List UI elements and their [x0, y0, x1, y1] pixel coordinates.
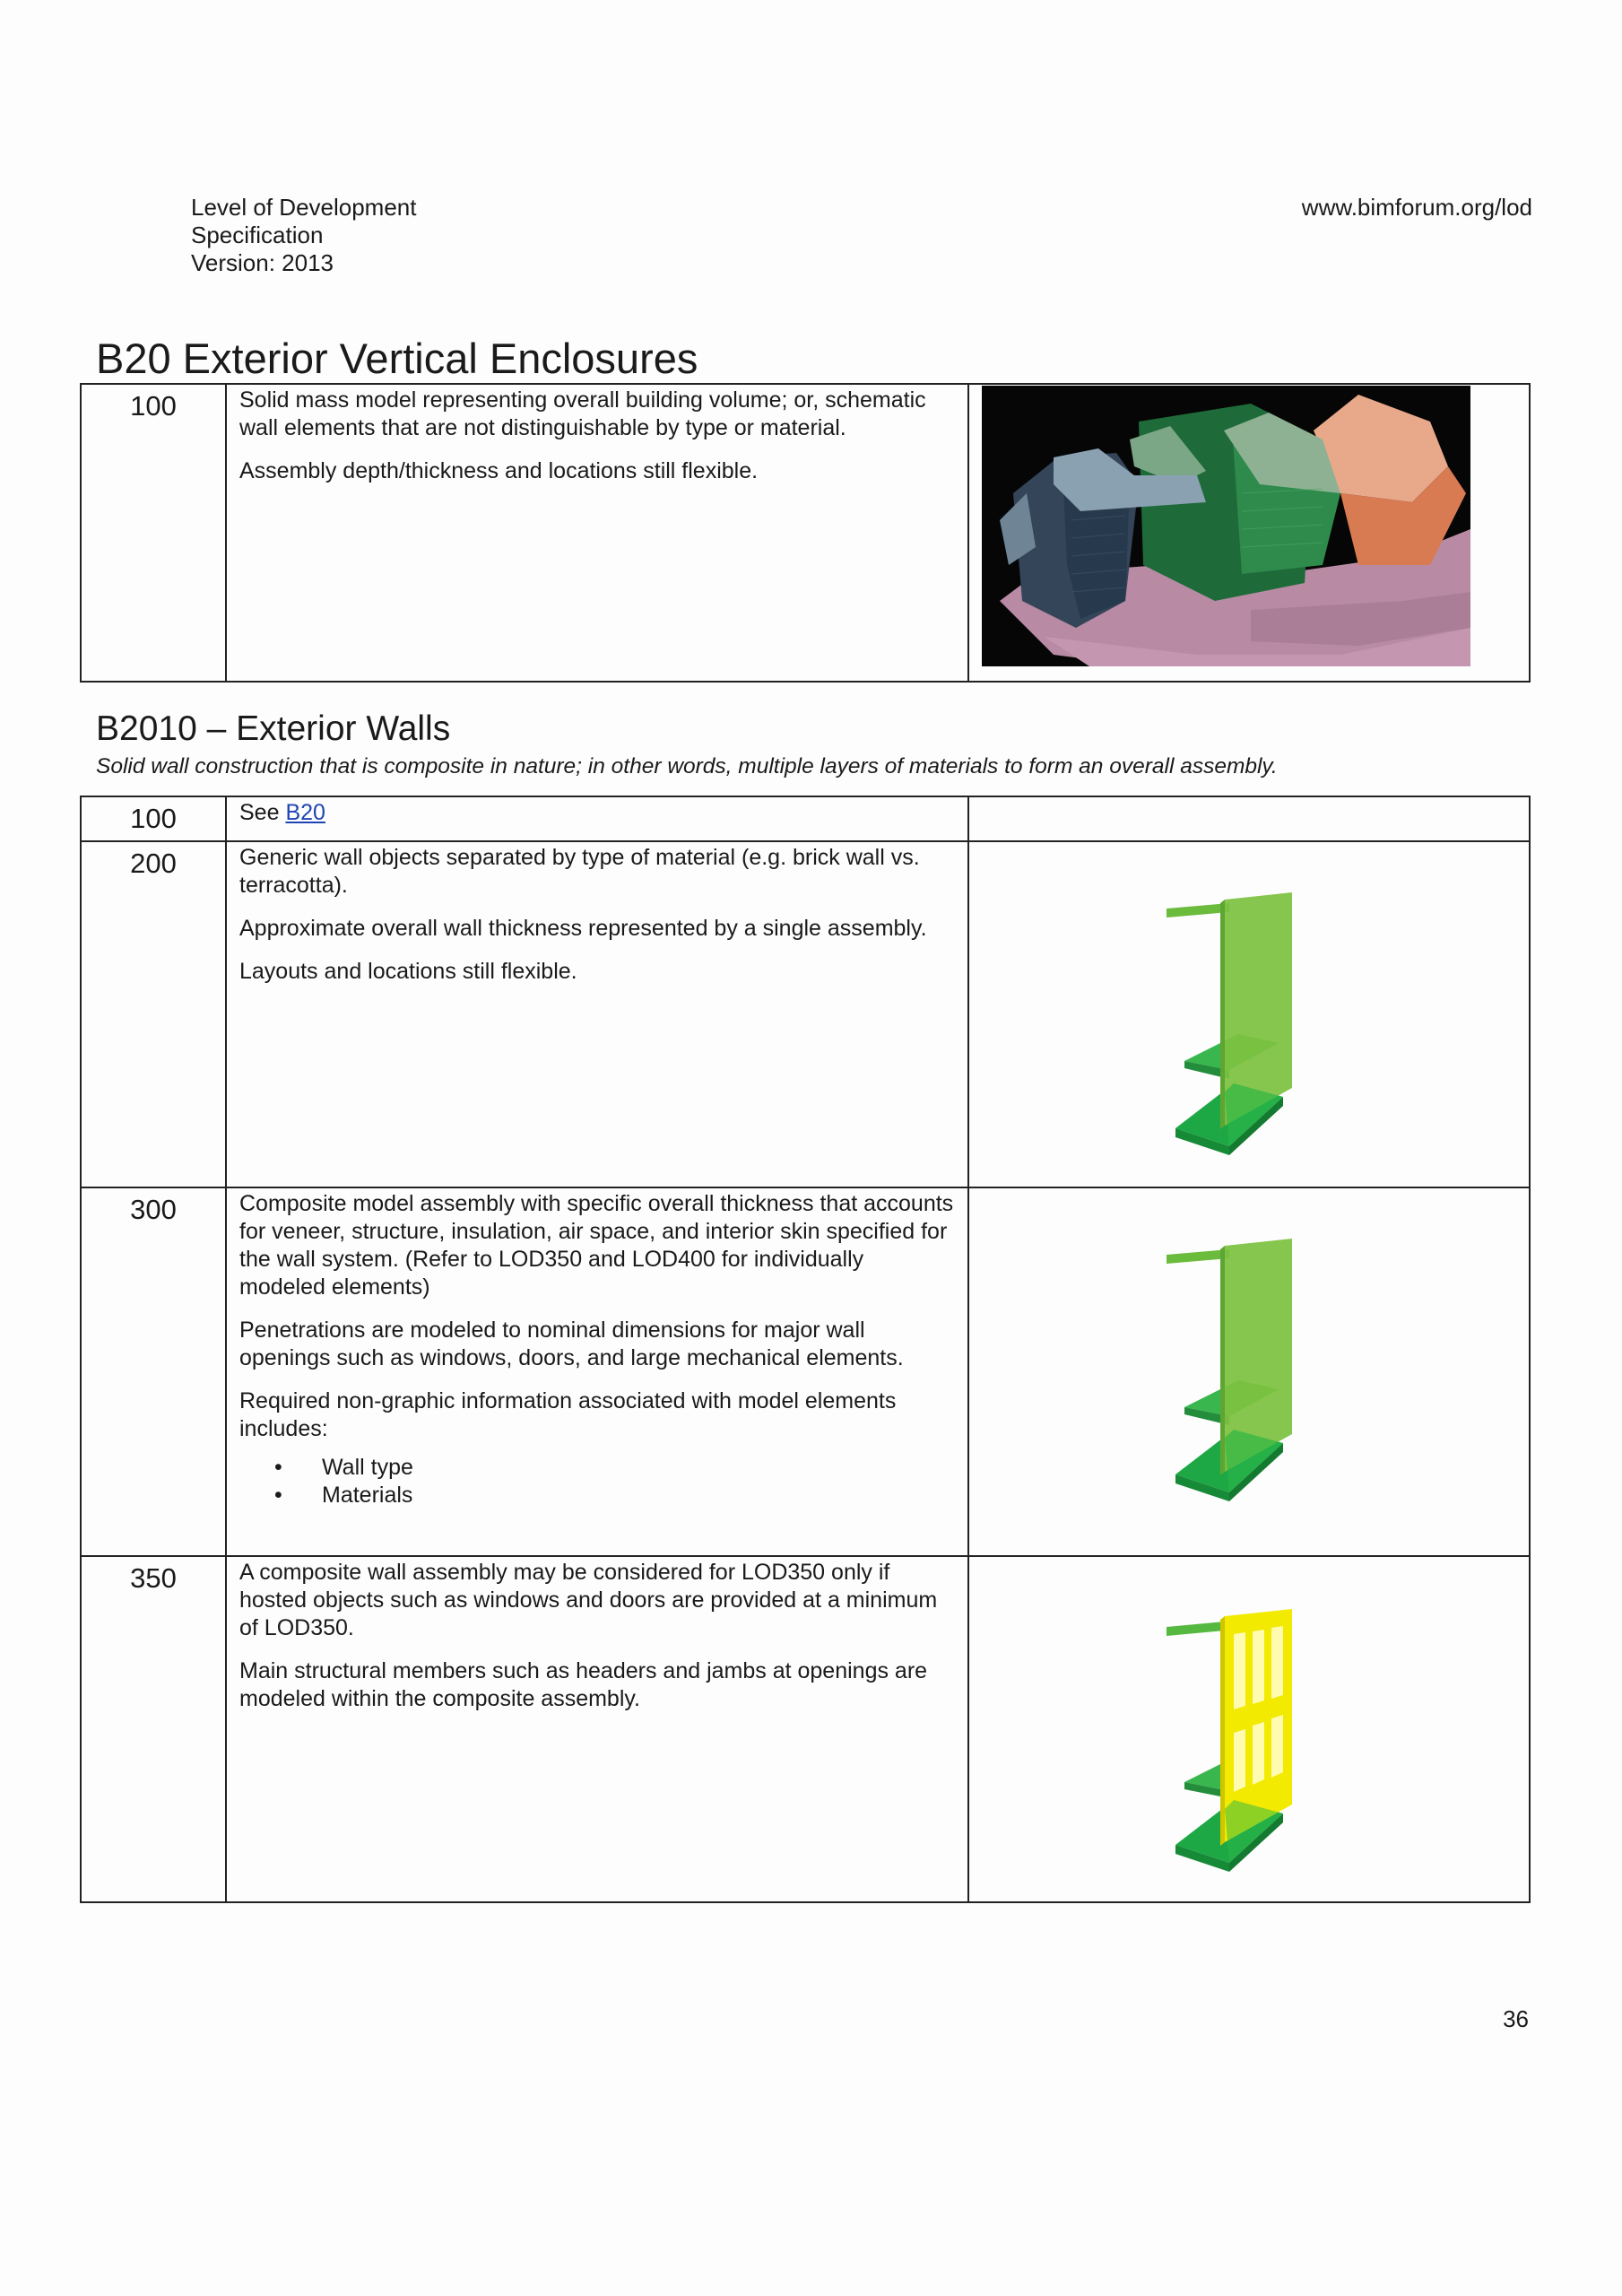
lod-number: 100 — [81, 384, 226, 682]
lod-number: 100 — [81, 796, 226, 841]
lod-description — [226, 384, 968, 682]
table-row — [81, 384, 1530, 682]
lod-number: 300 — [81, 1187, 226, 1556]
doc-version: Version: 2013 — [191, 249, 334, 276]
section-title-b20: B20 Exterior Vertical Enclosures — [96, 335, 698, 382]
paragraph: Generic wall objects separated by type of material (e.g. brick wall vs. terracotta). — [239, 845, 920, 898]
section-title-b2010: B2010 – Exterior Walls — [96, 709, 451, 748]
paragraph: Composite model assembly with specific overall thickness that accounts for veneer, structure, insulation, air space, and interior skin specified for the wall system. (Refer to LOD350 and LOD400 for individually modeled elements) — [239, 1191, 954, 1300]
table-row — [81, 841, 1530, 1187]
list-item: • Wall type — [322, 1454, 955, 1482]
table-row — [81, 796, 1530, 841]
lod-description — [226, 841, 968, 1187]
paragraph: Layouts and locations still flexible. — [239, 959, 577, 984]
lod-number: 350 — [81, 1556, 226, 1902]
bullet-list — [239, 1454, 955, 1509]
green-wall-model-image — [1140, 891, 1319, 1164]
paragraph: A composite wall assembly may be considered for LOD350 only if hosted objects such as windows and doors are provided at a minimum of LOD350. — [239, 1560, 938, 1640]
lod-image-cell — [968, 1187, 1530, 1556]
green-wall-model-image — [1140, 1237, 1319, 1510]
paragraph: Assembly depth/thickness and locations still flexible. — [239, 458, 759, 483]
table-row — [81, 1556, 1530, 1902]
b20-link[interactable]: B20 — [285, 800, 325, 825]
section-description: Solid wall construction that is composite in nature; in other words, multiple layers of materials to form an overall assembly. — [96, 754, 1278, 778]
lod-image-cell — [968, 796, 1530, 841]
building-massing-image — [982, 386, 1470, 666]
doc-title-line-1: Level of Development — [191, 194, 417, 221]
b2010-table — [80, 796, 1531, 1903]
lod-image-cell — [968, 384, 1530, 682]
lod-description — [226, 1187, 968, 1556]
paragraph: Main structural members such as headers and jambs at openings are modeled within the composite assembly. — [239, 1658, 928, 1711]
list-item: • Materials — [322, 1482, 955, 1509]
lod-description — [226, 1556, 968, 1902]
lod-image-cell — [968, 1556, 1530, 1902]
paragraph: Solid mass model representing overall building volume; or, schematic wall elements that are not distinguishable by type or material. — [239, 387, 926, 440]
lod-image-cell — [968, 841, 1530, 1187]
page-number: 36 — [1503, 2005, 1529, 2032]
table-row — [81, 1187, 1530, 1556]
b20-table — [80, 383, 1531, 683]
doc-title-line-2: Specification — [191, 222, 324, 248]
paragraph: Penetrations are modeled to nominal dimensions for major wall openings such as windows, doors, and large mechanical elements. — [239, 1318, 904, 1370]
see-prefix: See — [239, 800, 286, 825]
header-url[interactable]: www.bimforum.org/lod — [1301, 194, 1532, 221]
document-title-block — [191, 194, 416, 277]
lod-description — [226, 796, 968, 841]
paragraph: Approximate overall wall thickness represented by a single assembly. — [239, 916, 927, 941]
paragraph: Required non-graphic information associated with model elements includes: — [239, 1388, 897, 1441]
yellow-wall-framing-image — [1140, 1607, 1319, 1881]
lod-number: 200 — [81, 841, 226, 1187]
